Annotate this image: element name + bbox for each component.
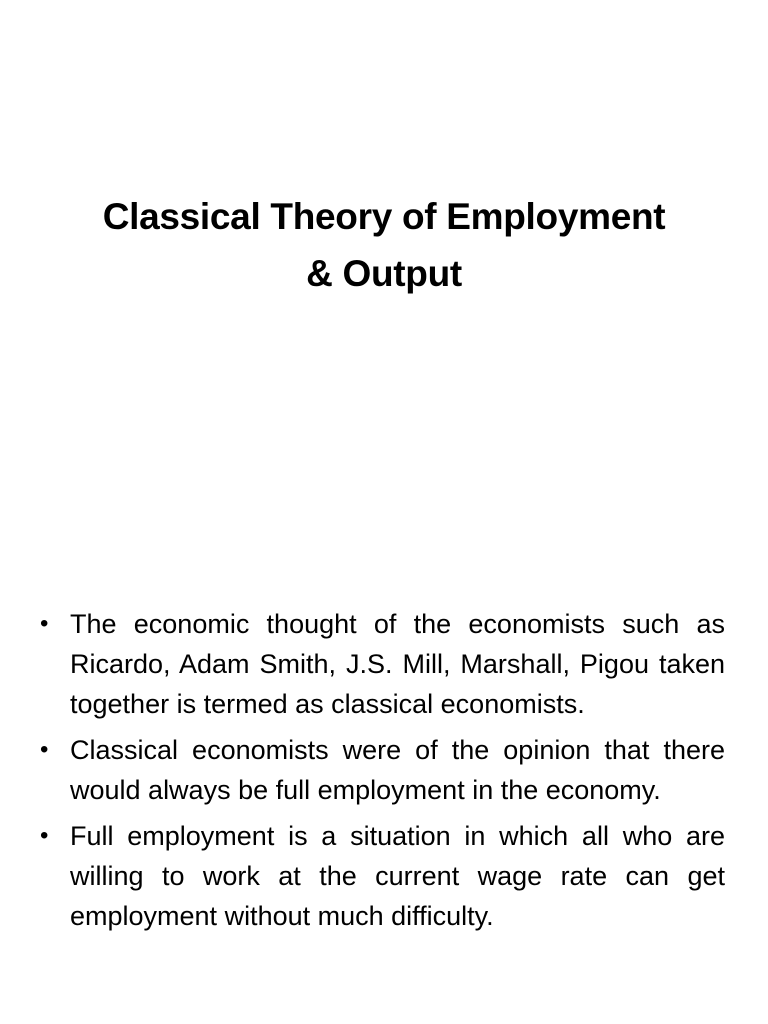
bullet-icon: • [40, 822, 49, 849]
slide-title-line-2: & Output [306, 253, 462, 294]
slide-title [40, 188, 728, 302]
bullet-text: The economic thought of the economists such as Ricardo, Adam Smith, J.S. Mill, Marshall, Pigou taken together is termed as classical economists. [70, 609, 725, 719]
bullet-item [0, 730, 725, 810]
bullet-item [0, 604, 725, 724]
slide-title-line-1: Classical Theory of Employment [102, 196, 666, 237]
bullet-icon: • [40, 610, 49, 637]
bullet-item [0, 816, 725, 936]
bullet-list [0, 604, 768, 942]
bullet-icon: • [40, 736, 49, 763]
bullet-text: Classical economists were of the opinion that there would always be full employment in the economy. [70, 735, 725, 805]
bullet-text: Full employment is a situation in which all who are willing to work at the current wage rate can get employment without much difficulty. [70, 821, 725, 931]
